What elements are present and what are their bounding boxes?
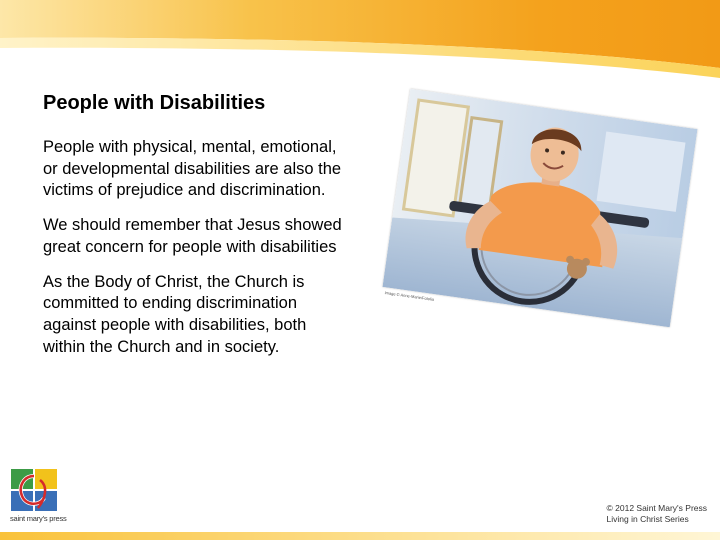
series-text: Living in Christ Series: [606, 514, 689, 524]
logo-wordmark: saint mary's press: [10, 514, 67, 523]
photo-credit: Image © Anne-Marie/Fotolia: [384, 290, 435, 302]
paragraph-jesus-concern: We should remember that Jesus showed great concern for people with disabilities: [43, 216, 342, 256]
footer-copyright-block: [607, 503, 707, 525]
slide-title: People with Disabilities: [43, 92, 266, 114]
boy-in-wheelchair-photo: [382, 89, 697, 327]
footer-band: [0, 532, 720, 540]
header-swoosh-band: [0, 0, 720, 80]
copyright-text: © 2012 Saint Mary's Press: [606, 503, 707, 513]
paragraph-church-commitment: As the Body of Christ, the Church is committed to ending discrimination against people with disabilities, both within the Church and in society.: [43, 272, 307, 356]
paragraph-prejudice: People with physical, mental, emotional, or developmental disabilities are also the victims of prejudice and discrimination.: [43, 138, 342, 200]
slide-body: [43, 137, 353, 371]
